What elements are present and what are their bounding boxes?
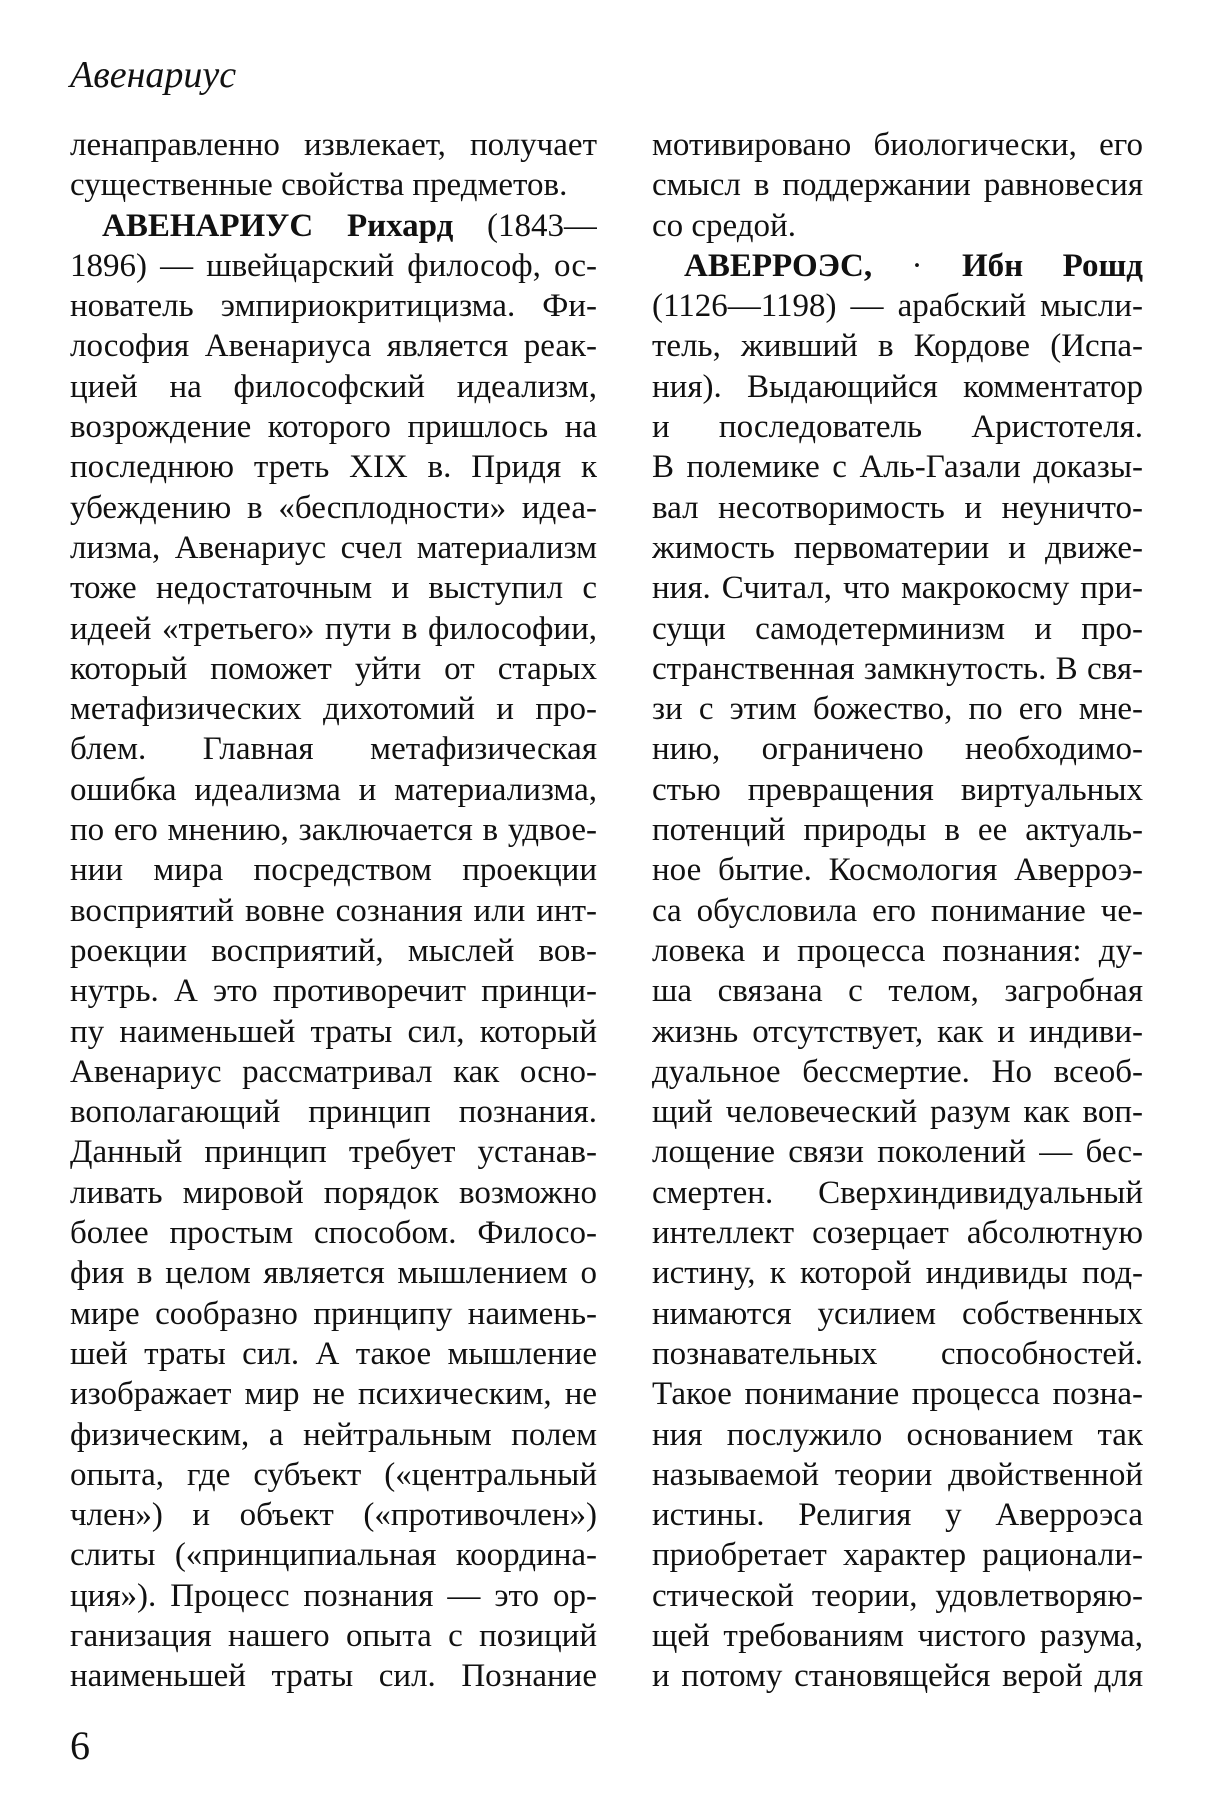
running-head: Авенариус — [70, 54, 237, 96]
text-line — [70, 609, 597, 649]
text-line — [70, 1132, 597, 1172]
line-text: приобретает характер рационали- — [652, 1537, 1143, 1574]
line-text: ния. Считал, что макрокосму при- — [652, 570, 1143, 607]
line-text: смертен. Сверхиндивидуальный — [652, 1174, 1143, 1211]
text-line — [652, 528, 1143, 568]
line-text: са обусловила его понимание че- — [652, 892, 1143, 929]
text-line — [652, 1616, 1143, 1656]
text-line — [70, 286, 597, 326]
text-line — [70, 1656, 597, 1696]
text-line — [70, 1012, 597, 1052]
line-text: по его мнению, заключается в удвое- — [70, 812, 597, 849]
line-text: щий человеческий разум как воп- — [652, 1094, 1143, 1131]
line-text: нователь эмпириокритицизма. Фи- — [70, 288, 597, 325]
text-line — [70, 246, 597, 286]
line-text: ганизация нашего опыта с позиций — [70, 1617, 597, 1654]
text-line — [652, 206, 1143, 246]
line-text: вополагающий принцип познания. — [70, 1094, 597, 1131]
text-line — [70, 770, 597, 810]
text-line — [70, 971, 597, 1011]
line-text: (1126—1198) — арабский мысли- — [652, 288, 1143, 325]
text-line — [70, 1455, 597, 1495]
text-line — [70, 689, 597, 729]
text-line — [652, 1213, 1143, 1253]
text-line — [652, 971, 1143, 1011]
line-text: опыта, где субъект («центральный — [70, 1456, 597, 1493]
text-line — [70, 1616, 597, 1656]
text-line — [70, 1535, 597, 1575]
text-line — [70, 1374, 597, 1414]
text-line — [652, 1012, 1143, 1052]
line-text: изображает мир не психическим, не — [70, 1376, 597, 1413]
text-line — [652, 447, 1143, 487]
line-text: странственная замкнутость. В свя- — [652, 650, 1143, 687]
line-text: ния). Выдающийся комментатор — [652, 368, 1143, 405]
text-line — [652, 1374, 1143, 1414]
line-text: более простым способом. Филосо- — [70, 1215, 597, 1252]
text-line — [70, 729, 597, 769]
text-line — [70, 326, 597, 366]
text-line — [70, 1576, 597, 1616]
line-text: 1896) — швейцарский философ, ос- — [70, 247, 597, 284]
line-text: вал несотворимость и неуничто- — [652, 489, 1143, 526]
line-text: жизнь отсутствует, как и индиви- — [652, 1013, 1143, 1050]
text-line — [70, 125, 597, 165]
text-line — [652, 1334, 1143, 1374]
line-text: шей траты сил. А такое мышление — [70, 1335, 597, 1372]
text-line — [652, 1253, 1143, 1293]
text-line — [70, 1092, 597, 1132]
right-column — [652, 125, 1143, 1697]
text-line — [652, 568, 1143, 608]
line-text: лософия Авенариуса является реак- — [70, 328, 597, 365]
text-line — [652, 407, 1143, 447]
line-text: жимость первоматерии и движе- — [652, 529, 1143, 566]
line-text: мотивировано биологически, его — [652, 127, 1143, 163]
page-number: 6 — [70, 1723, 90, 1768]
line-text: член») и объект («противочлен») — [70, 1497, 597, 1534]
line-text: со средой. — [652, 207, 796, 244]
text-line — [652, 286, 1143, 326]
line-text: щей требованиям чистого разума, — [652, 1617, 1143, 1654]
line-text: ленаправленно извлекает, получает — [70, 127, 597, 163]
line-text: который поможет уйти от старых — [70, 650, 597, 687]
text-line — [652, 488, 1143, 528]
text-line — [70, 850, 597, 890]
text-line — [70, 447, 597, 487]
text-line — [652, 1092, 1143, 1132]
line-text: ния послужило основанием так — [652, 1416, 1143, 1453]
line-text: стической теории, удовлетворяю- — [652, 1577, 1143, 1614]
text-line — [652, 1455, 1143, 1495]
line-text: сущи самодетерминизм и про- — [652, 610, 1143, 647]
line-text: идеей «третьего» пути в философии, — [70, 610, 597, 647]
text-line — [70, 407, 597, 447]
text-line — [652, 1173, 1143, 1213]
line-text: ное бытие. Космология Аверроэ- — [652, 852, 1143, 889]
line-text: существенные свойства предметов. — [70, 167, 568, 204]
text-line — [652, 1415, 1143, 1455]
text-line — [652, 1495, 1143, 1535]
text-line — [70, 649, 597, 689]
line-text: слиты («принципиальная координа- — [70, 1537, 597, 1574]
text-line — [70, 1294, 597, 1334]
line-text: фия в целом является мышлением о — [70, 1255, 597, 1292]
line-text: нутрь. А это противоречит принци- — [70, 973, 597, 1010]
text-line — [70, 1334, 597, 1374]
text-line — [652, 609, 1143, 649]
line-text: роекции восприятий, мыслей вов- — [70, 932, 597, 969]
line-text: наименьшей траты сил. Познание — [70, 1658, 597, 1695]
text-line — [652, 931, 1143, 971]
line-text: нии мира посредством проекции — [70, 852, 597, 889]
text-line — [652, 770, 1143, 810]
line-text: ловека и процесса познания: ду- — [652, 932, 1143, 969]
line-text: последнюю треть XIX в. Придя к — [70, 449, 597, 486]
text-line — [652, 891, 1143, 931]
entry-headword-line — [70, 206, 597, 246]
text-line — [652, 165, 1143, 205]
line-text: физическим, а нейтральным полем — [70, 1416, 597, 1453]
line-text: мире сообразно принципу наимень- — [70, 1295, 597, 1332]
line-text: ливать мировой порядок возможно — [70, 1174, 597, 1211]
line-text: нию, ограничено необходимо- — [652, 731, 1143, 768]
line-text: потенций природы в ее актуаль- — [652, 812, 1143, 849]
line-text: (1843— — [453, 207, 597, 244]
text-line — [652, 1535, 1143, 1575]
line-text: ошибка идеализма и материализма, — [70, 771, 597, 808]
line-text: метафизических дихотомий и про- — [70, 691, 597, 728]
text-line — [70, 1495, 597, 1535]
line-text: тоже недостаточным и выступил с — [70, 570, 597, 607]
text-line — [70, 810, 597, 850]
line-text: восприятий вовне сознания или инт- — [70, 892, 597, 929]
line-text: цией на философский идеализм, — [70, 368, 597, 405]
text-line — [652, 1576, 1143, 1616]
line-text: дуальное бессмертие. Но всеоб- — [652, 1053, 1143, 1090]
text-line — [652, 1052, 1143, 1092]
line-text: зи с этим божество, по его мне- — [652, 691, 1143, 728]
text-line — [652, 1294, 1143, 1334]
line-text: ша связана с телом, загробная — [652, 973, 1143, 1010]
text-line — [652, 1132, 1143, 1172]
text-line — [652, 649, 1143, 689]
line-text: Данный принцип требует устанав- — [70, 1134, 597, 1171]
text-line — [70, 891, 597, 931]
line-text: стью превращения виртуальных — [652, 771, 1143, 808]
line-text: В полемике с Аль-Газали доказы- — [652, 449, 1143, 486]
line-text: · — [872, 247, 962, 284]
text-line — [652, 367, 1143, 407]
text-line — [652, 1656, 1143, 1696]
line-text: убеждению в «бесплодности» идеа- — [70, 489, 597, 526]
entry-headword: АВЕНАРИУС Рихард — [102, 207, 454, 244]
line-text: блем. Главная метафизическая — [70, 731, 597, 768]
text-line — [652, 689, 1143, 729]
line-text: называемой теории двойственной — [652, 1456, 1143, 1493]
line-text: и потому становящейся верой для — [652, 1658, 1143, 1695]
text-line — [70, 165, 597, 205]
line-text: лощение связи поколений — бес- — [652, 1134, 1143, 1171]
entry-headword: АВЕРРОЭС, — [684, 247, 873, 284]
text-line — [652, 810, 1143, 850]
text-line — [652, 125, 1143, 165]
left-column — [70, 125, 597, 1697]
text-line — [70, 488, 597, 528]
text-line — [70, 1173, 597, 1213]
line-text: познавательных способностей. — [652, 1335, 1143, 1372]
line-text: лизма, Авенариус счел материализм — [70, 529, 597, 566]
line-text: Такое понимание процесса позна- — [652, 1376, 1143, 1413]
text-line — [70, 1213, 597, 1253]
entry-headword-line — [652, 246, 1143, 286]
line-text: интеллект созерцает абсолютную — [652, 1215, 1143, 1252]
line-text: истины. Религия у Аверроэса — [652, 1497, 1143, 1534]
text-line — [70, 931, 597, 971]
line-text: тель, живший в Кордове (Испа- — [652, 328, 1143, 365]
text-line — [652, 850, 1143, 890]
line-text: пу наименьшей траты сил, который — [70, 1013, 597, 1050]
text-line — [70, 367, 597, 407]
text-line — [652, 729, 1143, 769]
line-text: возрождение которого пришлось на — [70, 409, 597, 446]
text-line — [652, 326, 1143, 366]
text-line — [70, 1253, 597, 1293]
text-line — [70, 1052, 597, 1092]
text-line — [70, 568, 597, 608]
text-line — [70, 528, 597, 568]
line-text: смысл в поддержании равновесия — [652, 167, 1143, 204]
line-text: и последователь Аристотеля. — [652, 409, 1143, 446]
line-text: истину, к которой индивиды под- — [652, 1255, 1143, 1292]
line-text: Авенариус рассматривал как осно- — [70, 1053, 597, 1090]
entry-headword-name: Ибн Рошд — [961, 247, 1143, 284]
text-line — [70, 1415, 597, 1455]
line-text: ция»). Процесс познания — это ор- — [70, 1577, 597, 1614]
line-text: нимаются усилием собственных — [652, 1295, 1143, 1332]
